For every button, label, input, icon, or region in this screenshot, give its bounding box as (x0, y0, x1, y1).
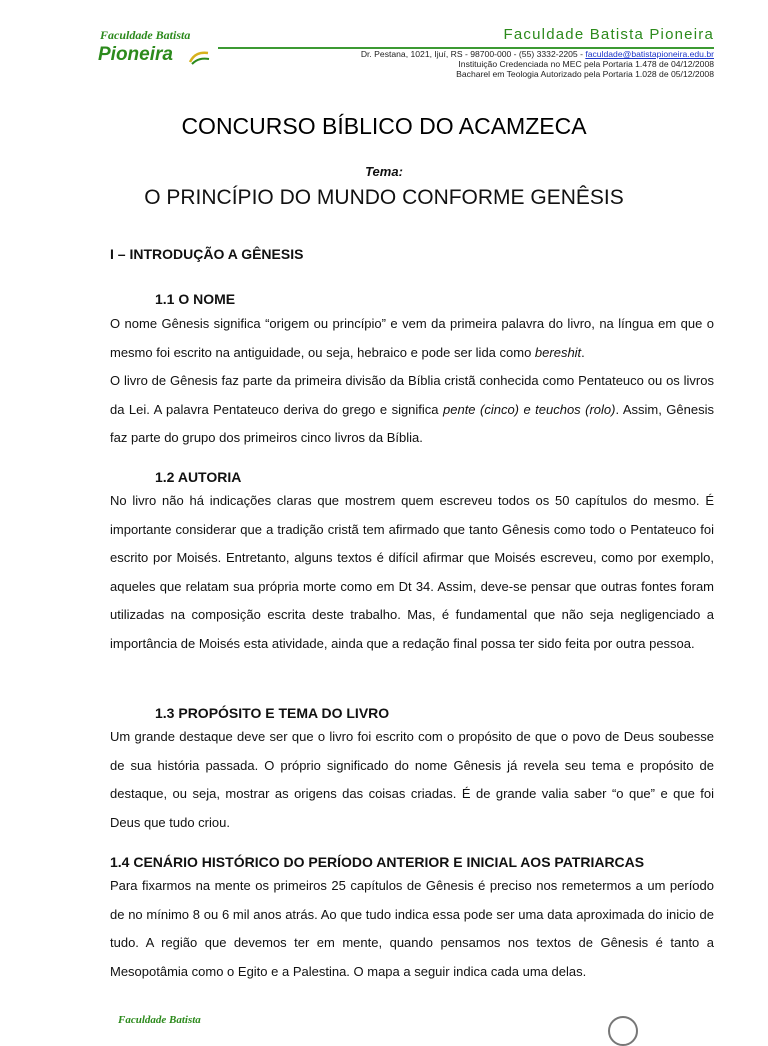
paragraph-text: . (581, 344, 585, 360)
institution-accreditation: Instituição Credenciada no MEC pela Portaria 1.478 de 04/12/2008 (458, 59, 714, 69)
subsection-heading-cenario: 1.4 CENÁRIO HISTÓRICO DO PERÍODO ANTERIOR E INICIAL AOS PATRIARCAS (110, 854, 645, 870)
tema-label: Tema: (365, 164, 403, 179)
subsection-heading-autoria: 1.2 AUTORIA (155, 469, 242, 485)
institution-logo (98, 28, 216, 76)
address-text: Dr. Pestana, 1021, Ijuí, RS - 98700-000 - (55) 3332-2205 - (360, 49, 586, 59)
paragraph-proposito (110, 723, 714, 837)
subsection-heading-proposito: 1.3 PROPÓSITO E TEMA DO LIVRO (155, 705, 390, 721)
paragraph-nome (110, 310, 714, 453)
document-subtitle: O PRINCÍPIO DO MUNDO CONFORME GENÊSIS (144, 186, 624, 209)
logo-top-text: Faculdade Batista (100, 28, 191, 42)
section-heading-introduction: I – INTRODUÇÃO A GÊNESIS (110, 246, 304, 262)
institution-name: Faculdade Batista Pioneira (503, 26, 714, 43)
paragraph-proposito-text: Um grande destaque deve ser que o livro foi escrito com o propósito de que o povo de Deus soubesse de sua história passada. O próprio significado do nome Gênesis já revela seu tema e propósito de destaque, ou seja, mostrar as origens das coisas criadas. É de grande valia saber “o que” e que foi Deus que tudo criou. (110, 729, 714, 830)
logo-swoosh-icon (188, 50, 210, 66)
paragraph-nome-2 (110, 367, 714, 453)
institution-authorization: Bacharel em Teologia Autorizado pela Portaria 1.028 de 05/12/2008 (456, 69, 714, 79)
paragraph-emphasis: bereshit (534, 344, 582, 360)
footer-seal-icon (608, 1016, 638, 1046)
paragraph-text: . Assim, Gênesis faz parte do grupo dos primeiros cinco livros da Bíblia. (110, 401, 714, 445)
document-title: CONCURSO BÍBLICO DO ACAMZECA (181, 113, 587, 139)
subsection-heading-nome: 1.1 O NOME (155, 291, 236, 307)
paragraph-autoria-text: No livro não há indicações claras que mostrem quem escreveu todos os 50 capítulos do mesmo. É importante considerar que a tradição cristã tem afirmado que tanto Gênesis como todo o Pentateuco foi escrito por Moisés. Entretanto, alguns textos é difícil afirmar que Moisés escreveu, como por exemplo, aqueles que relatam sua própria morte como em Dt 34. Assim, deve-se pensar que outras fontes foram utilizadas na composição escrita deste trabalho. Mas, é fundamental que não seja negligenciado a importância de Moisés esta atividade, ainda que a redação final possa ter sido feita por outra pessoa. (110, 493, 714, 651)
logo-main-text: Pioneira (98, 44, 173, 65)
email-link[interactable]: faculdade@batistapioneira.edu.br (585, 49, 714, 59)
paragraph-nome-1 (110, 310, 714, 367)
institution-address (361, 49, 714, 59)
paragraph-text: O nome Gênesis significa “origem ou princípio” e vem da primeira palavra do livro, na língua em que o mesmo foi escrito na antiguidade, ou seja, hebraico e pode ser lida como (110, 316, 714, 360)
paragraph-text: O livro de Gênesis faz parte da primeira divisão da Bíblia cristã conhecida como Pentateuco ou os livros da Lei. A palavra Pentateuco deriva do grego e significa (110, 373, 714, 417)
paragraph-cenario-text: Para fixarmos na mente os primeiros 25 capítulos de Gênesis é preciso nos remetermos a um período de no mínimo 8 ou 6 mil anos atrás. Ao que tudo indica essa pode ser uma data aproximada do inicio de tudo. A região que devemos ter em mente, quando pensamos nos textos de Gênesis é tanto a Mesopotâmia como o Egito e a Palestina. O mapa a seguir indica cada uma delas. (110, 878, 714, 979)
footer-logo: Faculdade Batista (118, 1014, 201, 1026)
paragraph-emphasis: pente (cinco) e teuchos (rolo) (443, 401, 616, 417)
paragraph-cenario (110, 872, 714, 986)
paragraph-autoria (110, 487, 714, 658)
